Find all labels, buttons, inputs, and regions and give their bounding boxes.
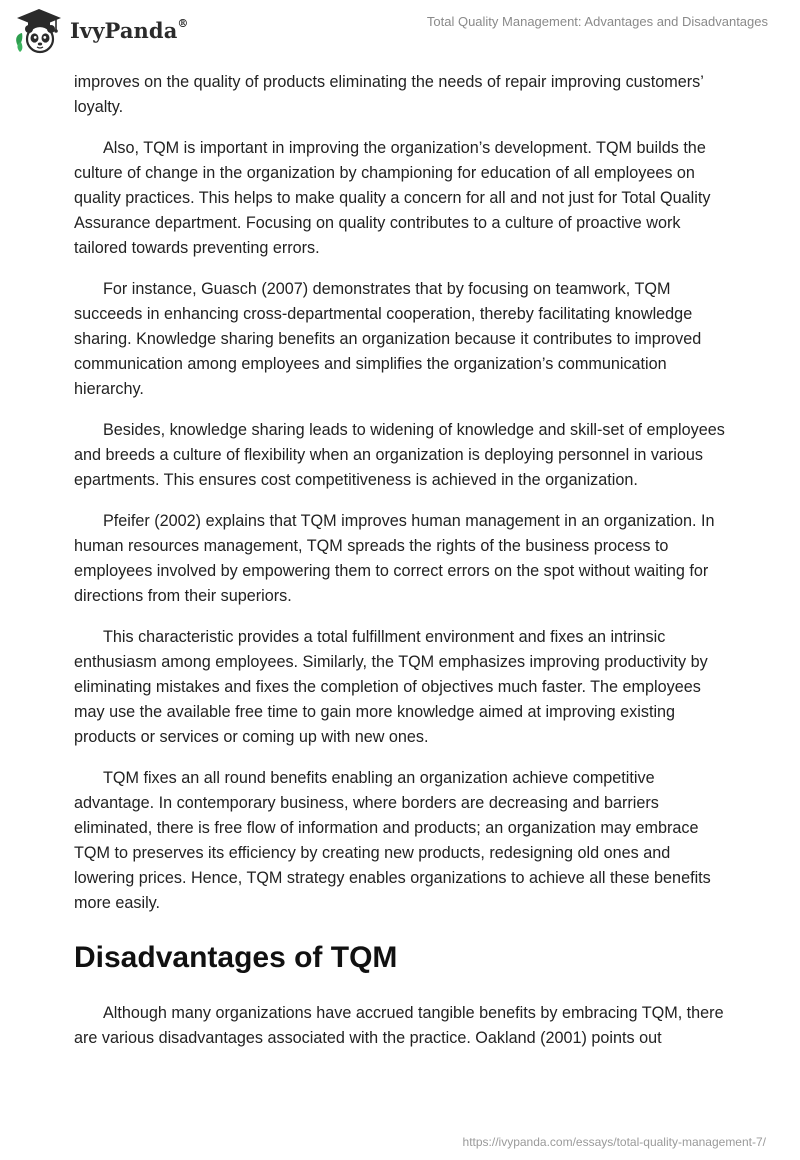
document-title: Total Quality Management: Advantages and Disadvantages — [426, 14, 768, 29]
registered-mark: ® — [177, 16, 189, 30]
paragraph: Pfeifer (2002) explains that TQM improves human management in an organization. In human resources management, TQM spreads the rights of the business process to employees involved by empowering them to correct errors on the spot without waiting for directions from their superiors. — [74, 512, 715, 605]
paragraph: For instance, Guasch (2007) demonstrates that by focusing on teamwork, TQM succeeds in enhancing cross-departmental cooperation, thereby facilitating knowledge sharing. Knowledge sharing benefits an organization because it contributes to improved communication among employees and simplifies the organization’s communication hierarchy. — [74, 280, 702, 398]
paragraph: Although many organizations have accrued tangible benefits by embracing TQM, there are various disadvantages associated with the practice. Oakland (2001) points out — [74, 1004, 724, 1047]
section-heading: Disadvantages of TQM — [74, 941, 398, 974]
page-header — [0, 0, 800, 62]
paragraph: Also, TQM is important in improving the organization’s development. TQM builds the culture of change in the organization by championing for education of all employees on quality practices. This helps to make quality a concern for all and not just for Total Quality Assurance department. Focusing on quality contributes to a culture of proactive work tailored towards preventing errors. — [74, 139, 711, 257]
paragraph: TQM fixes an all round benefits enabling an organization achieve competitive advantage. In contemporary business, where borders are decreasing and barriers eliminated, there is free flow of information and products; an organization may embrace TQM to preserves its efficiency by creating new products, redesigning old ones and lowering prices. Hence, TQM strategy enables organizations to achieve all these benefits more easily. — [74, 769, 711, 912]
source-url[interactable]: https://ivypanda.com/essays/total-quality-management-7/ — [462, 1135, 766, 1149]
paragraph: This characteristic provides a total fulfillment environment and fixes an intrinsic enthusiasm among employees. Similarly, the TQM emphasizes improving productivity by eliminating mistakes and fixes the completion of objectives much faster. The employees may use the available free time to gain more knowledge aimed at improving existing products or services or coming up with new ones. — [74, 628, 708, 746]
logo-text: IvyPanda — [70, 17, 178, 43]
panda-graduate-icon — [14, 8, 64, 54]
paragraph: Besides, knowledge sharing leads to widening of knowledge and skill-set of employees and breeds a culture of flexibility when an organization is deploying personnel in various epartments. This ensures cost competitiveness is achieved in the organization. — [74, 421, 725, 489]
paragraph: improves on the quality of products eliminating the needs of repair improving customers’ loyalty. — [74, 73, 704, 116]
essay-content — [74, 70, 730, 1067]
logo-wordmark — [70, 18, 189, 43]
ivypanda-logo[interactable] — [14, 8, 189, 54]
